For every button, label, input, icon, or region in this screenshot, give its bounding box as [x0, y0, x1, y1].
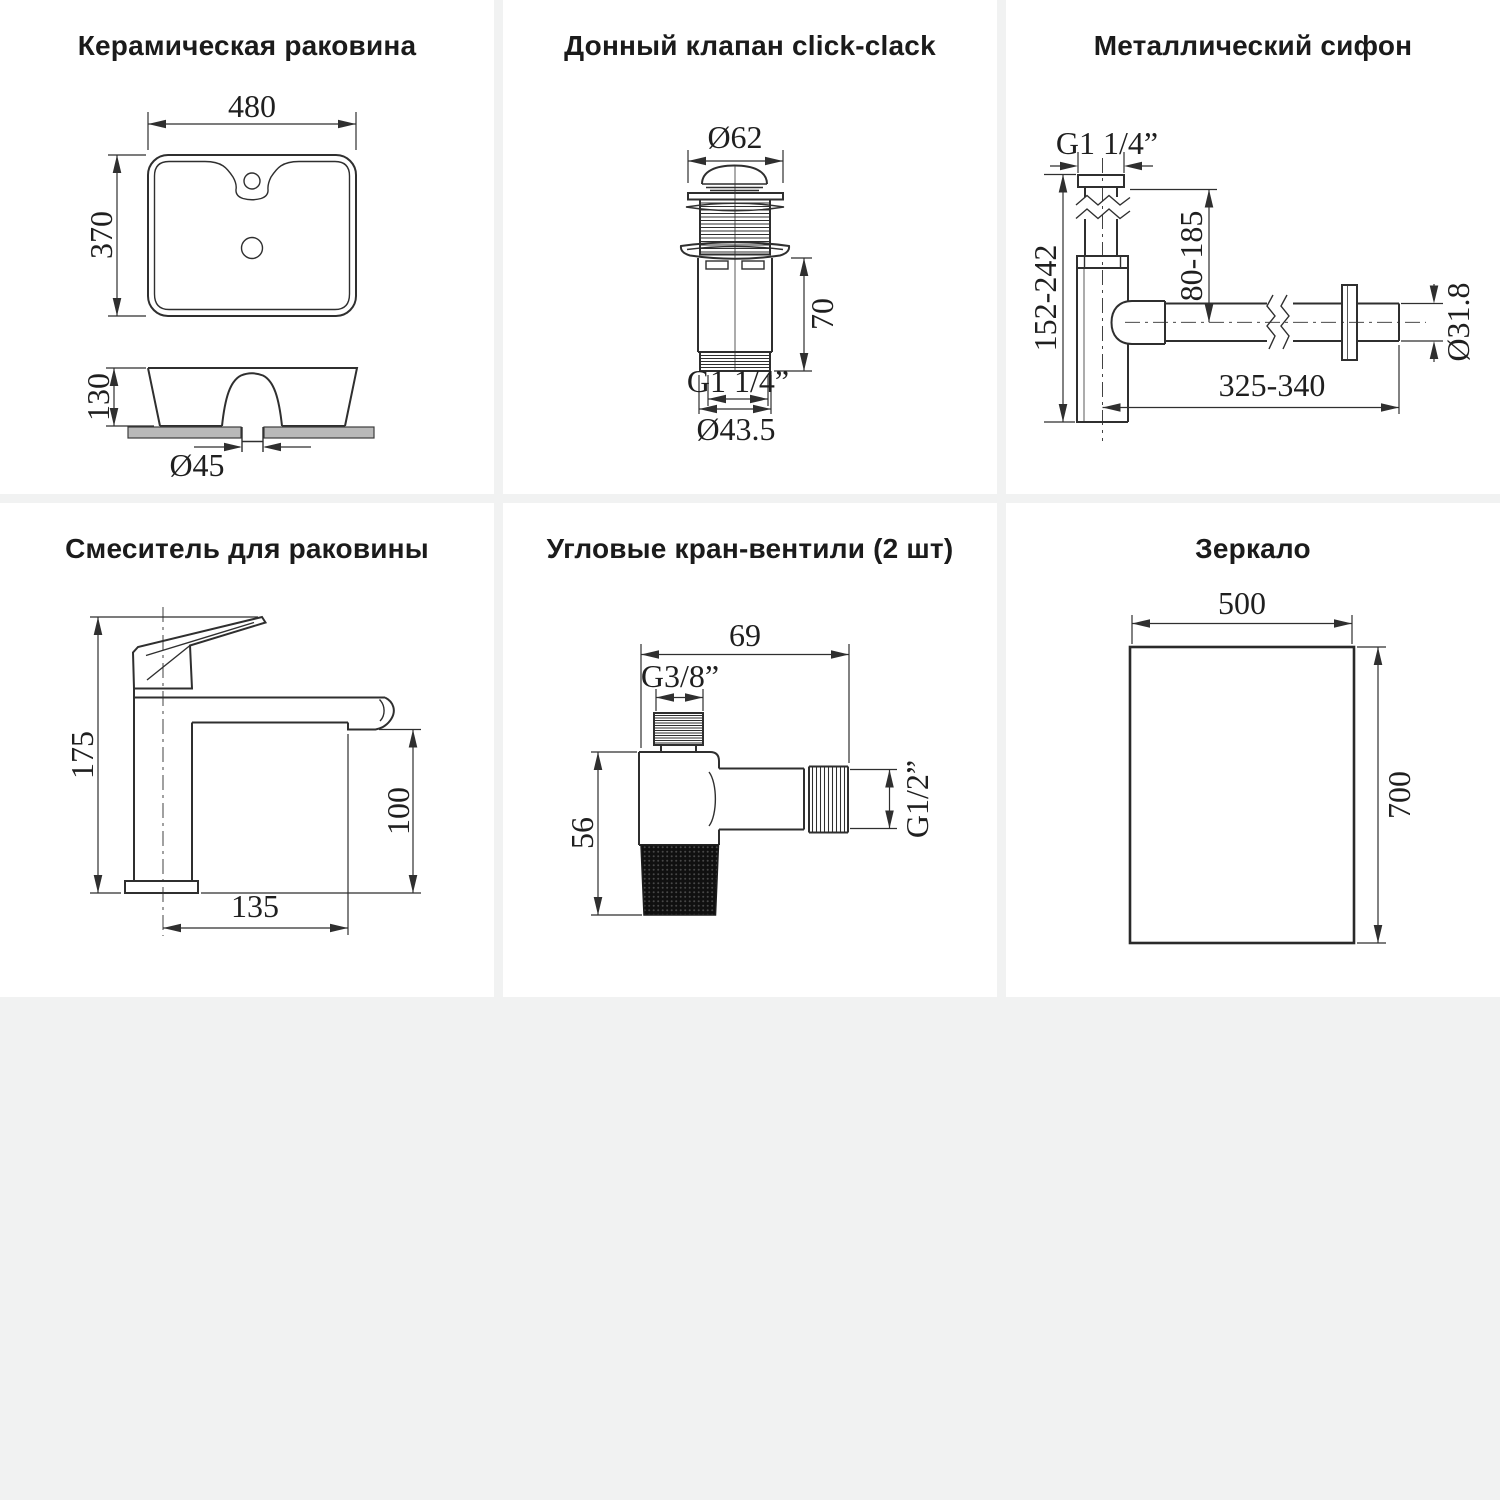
angle-valve-body-drawing [639, 713, 848, 915]
dim-label-valve-cap: Ø62 [707, 119, 763, 155]
card-mirror [1006, 503, 1500, 997]
dim-label-anglevalve-inlet-thread: G3/8” [640, 658, 720, 694]
dim-label-siphon-drop-range: 80-185 [1173, 210, 1209, 302]
clickclack-valve-drawing [503, 0, 997, 494]
dim-label-valve-outer-diameter: Ø43.5 [696, 411, 776, 447]
card-title-clickclack-valve: Донный клапан click-clack [564, 30, 936, 61]
card-basin-mixer [0, 503, 494, 997]
dim-label-sink-width: 480 [228, 88, 276, 124]
knurled-handle [641, 845, 719, 915]
card-angle-valves [503, 503, 997, 997]
dim-label-anglevalve-width: 69 [729, 617, 761, 653]
angle-valves-drawing [503, 503, 997, 997]
dim-label-siphon-pipe-diameter: Ø31.8 [1440, 282, 1476, 362]
sink-side-view [128, 368, 374, 452]
valve-body-drawing [681, 166, 789, 372]
mixer-body-drawing [125, 607, 394, 936]
card-title-ceramic-sink: Керамическая раковина [77, 30, 417, 61]
sink-dimension-lines [106, 112, 356, 451]
dim-label-valve-height: 70 [804, 298, 840, 330]
dim-label-siphon-height-range: 152-242 [1027, 244, 1063, 352]
dim-label-sink-depth: 370 [83, 211, 119, 259]
mirror-dimension-lines [1132, 615, 1386, 943]
mirror-outline [1130, 647, 1354, 943]
card-title-metal-siphon: Металлический сифон [1093, 30, 1413, 61]
basin-mixer-drawing [0, 503, 494, 997]
dim-label-mixer-spout-reach: 135 [231, 888, 279, 924]
ceramic-sink-drawing [0, 0, 494, 494]
card-ceramic-sink [0, 0, 494, 494]
drain-hole [242, 238, 263, 259]
mirror-drawing [1006, 503, 1500, 997]
sink-top-view [148, 155, 356, 316]
dim-label-mirror-height: 700 [1381, 771, 1417, 819]
card-title-mirror: Зеркало [1195, 533, 1311, 564]
faucet-hole [244, 173, 260, 189]
dim-label-valve-thread: G1 1/4” [686, 363, 790, 399]
dim-label-siphon-thread: G1 1/4” [1055, 125, 1159, 161]
card-metal-siphon [1006, 0, 1500, 494]
angle-valve-dimension-lines [591, 644, 897, 915]
metal-siphon-drawing [1006, 0, 1500, 494]
card-title-basin-mixer: Смеситель для раковины [65, 533, 429, 564]
dim-label-sink-height: 130 [80, 373, 116, 421]
dim-label-sink-drain: Ø45 [169, 447, 225, 483]
dim-label-mixer-total-height: 175 [64, 731, 100, 779]
dim-label-mirror-width: 500 [1218, 585, 1266, 621]
dim-label-anglevalve-height: 56 [564, 817, 600, 849]
dim-label-anglevalve-outlet-thread: G1/2” [899, 759, 935, 839]
card-title-angle-valves: Угловые кран-вентили (2 шт) [546, 533, 954, 564]
card-clickclack-valve [503, 0, 997, 494]
dim-label-mixer-spout-height: 100 [380, 787, 416, 835]
dim-label-siphon-length-range: 325-340 [1218, 367, 1326, 403]
